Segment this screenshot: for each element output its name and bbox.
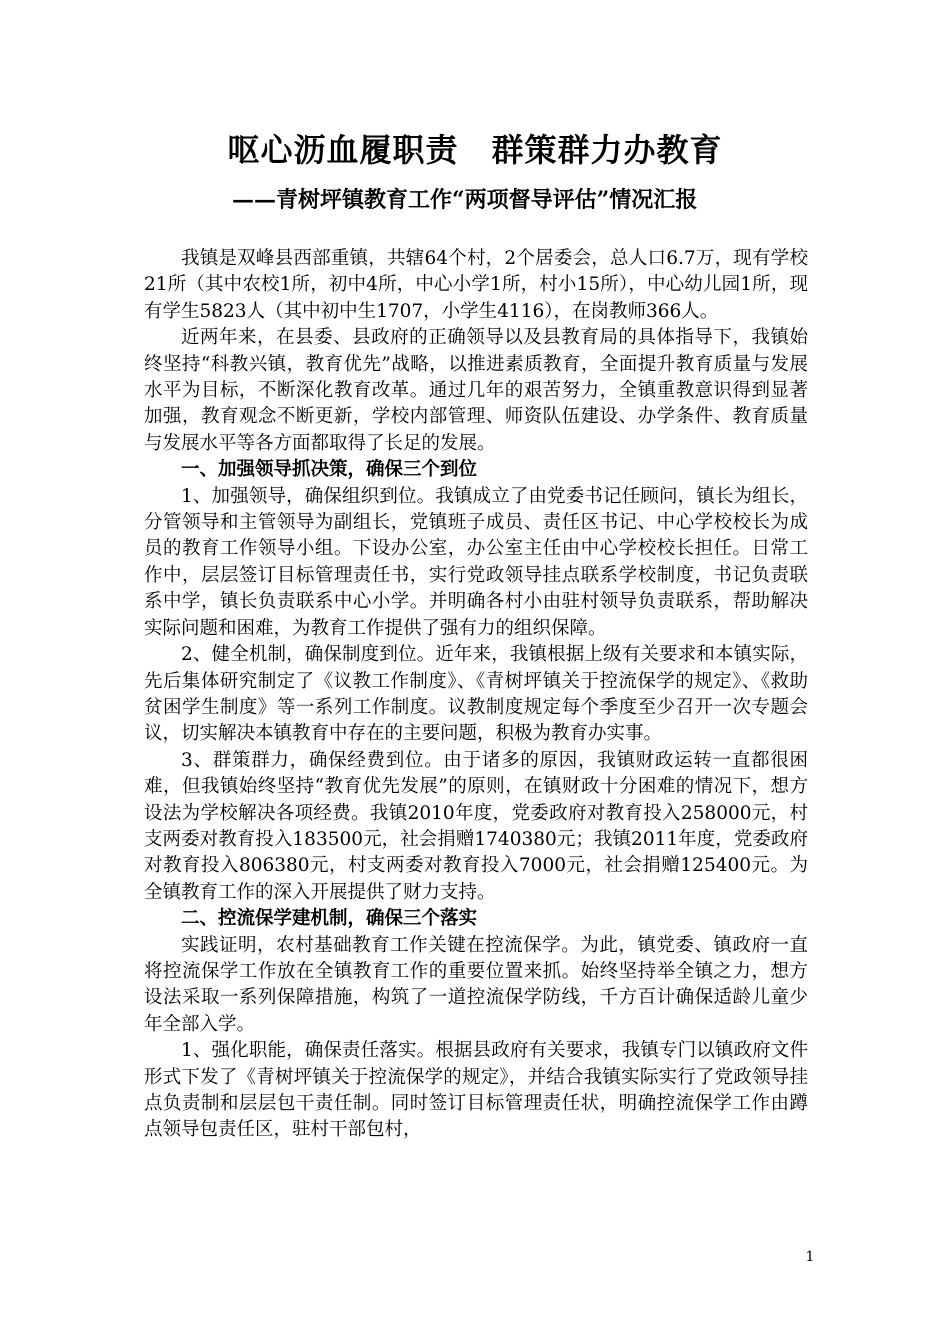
page-number: 1	[805, 1249, 815, 1265]
paragraph-mechanism: 2、健全机制，确保制度到位。近年来，我镇根据上级有关要求和本镇实际，先后集体研究制定了《议教工作制度》、《青树坪镇关于控流保学的规定》、《救助贫困学生制度》等一系列工作制度。议教制度规定每个季度至少召开一次专题会议，切实解决本镇教育中存在的主要问题，积极为教育办实事。	[144, 644, 808, 745]
paragraph-leadership: 1、加强领导，确保组织到位。我镇成立了由党委书记任顾问，镇长为组长，分管领导和主管领导为副组长，党镇班子成员、责任区书记、中心学校校长为成员的教育工作领导小组。下设办公室，办公室主任由中心学校校长担任。日常工作中，层层签订目标管理责任书，实行党政领导挂点联系学校制度，书记负责联系中学，镇长负责联系中心小学。并明确各村小由驻村领导负责联系，帮助解决实际问题和困难，为教育工作提供了强有力的组织保障。	[144, 485, 808, 639]
paragraph-intro: 我镇是双峰县西部重镇，共辖64个村，2个居委会，总人口6.7万，现有学校21所（其中农校1所，初中4所，中心小学1所，村小15所），中心幼儿园1所，现有学生5823人（其中初中生1707，小学生4116），在岗教师366人。	[144, 248, 808, 322]
paragraph-overview: 近两年来，在县委、县政府的正确领导以及县教育局的具体指导下，我镇始终坚持“科教兴镇，教育优先”战略，以推进素质教育，全面提升教育质量与发展水平为目标，不断深化教育改革。通过几年的艰苦努力，全镇重教意识得到显著加强，教育观念不断更新，学校内部管理、师资队伍建设、办学条件、教育质量与发展水平等各方面都取得了长足的发展。	[144, 327, 808, 454]
paragraph-responsibility: 1、强化职能，确保责任落实。根据县政府有关要求，我镇专门以镇政府文件形式下发了《青树坪镇关于控流保学的规定》，并结合我镇实际实行了党政领导挂点负责制和层层包干责任制。同时签订目标管理责任状，明确控流保学工作由蹲点领导包责任区，驻村干部包村，	[144, 1040, 808, 1141]
section-heading-1: 一、加强领导抓决策，确保三个到位	[181, 459, 478, 481]
document-subtitle: ——青树坪镇教育工作“两项督导评估”情况汇报	[232, 187, 698, 213]
document-body	[144, 246, 808, 1144]
document-title: 呕心沥血履职责 群策群力办教育	[227, 131, 723, 169]
section-heading-2: 二、控流保学建机制，确保三个落实	[181, 908, 478, 930]
paragraph-retention: 实践证明，农村基础教育工作关键在控流保学。为此，镇党委、镇政府一直将控流保学工作放在全镇教育工作的重要位置来抓。始终坚持举全镇之力，想方设法采取一系列保障措施，构筑了一道控流保学防线，千方百计确保适龄儿童少年全部入学。	[144, 934, 808, 1035]
paragraph-funding: 3、群策群力，确保经费到位。由于诸多的原因，我镇财政运转一直都很困难，但我镇始终坚持“教育优先发展”的原则，在镇财政十分困难的情况下，想方设法为学校解决各项经费。我镇2010年度，党委政府对教育投入258000元，村支两委对教育投入183500元，社会捐赠1740380元；我镇2011年度，党委政府对教育投入806380元，村支两委对教育投入7000元，社会捐赠125400元。为全镇教育工作的深入开展提供了财力支持。	[144, 749, 808, 903]
